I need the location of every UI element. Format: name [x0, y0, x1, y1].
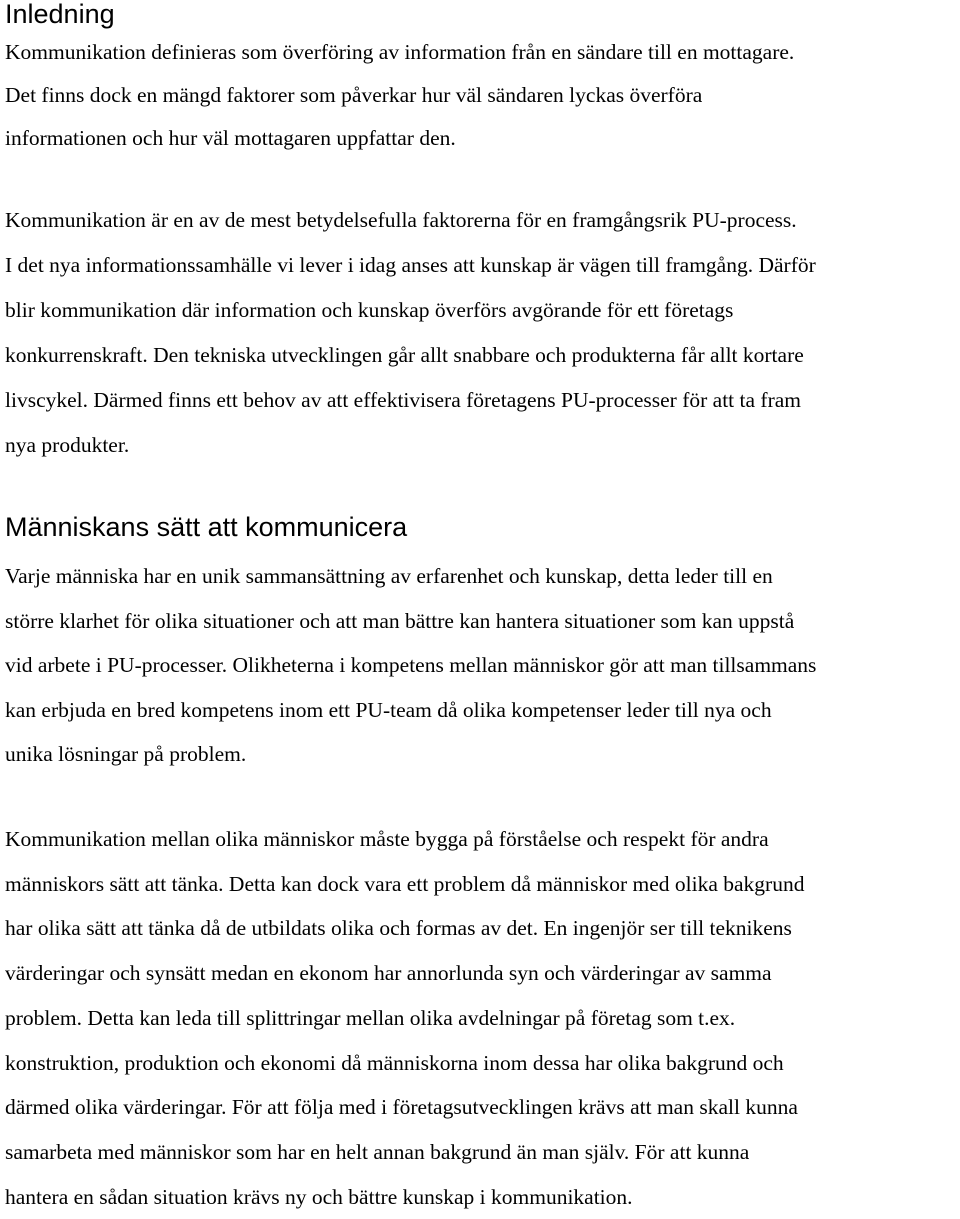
text-line: Kommunikation är en av de mest betydelsefulla faktorerna för en framgångsrik PU-process. — [5, 208, 797, 232]
paragraph-understanding — [5, 817, 804, 1219]
text-line: problem. Detta kan leda till splittringar mellan olika avdelningar på företag som t.ex. — [5, 1005, 736, 1030]
text-line: Kommunikation mellan olika människor måste bygga på förståelse och respekt för andra — [5, 827, 769, 851]
text-line: unika lösningar på problem. — [5, 742, 247, 766]
text-line: nya produkter. — [5, 433, 130, 457]
text-line: har olika sätt att tänka då de utbildats olika och formas av det. En ingenjör ser till teknikens — [5, 916, 792, 941]
text-line: informationen och hur väl mottagaren uppfattar den. — [5, 126, 456, 150]
text-line: blir kommunikation där information och kunskap överförs avgörande för ett företags — [5, 298, 734, 322]
text-line: samarbeta med människor som har en helt annan bakgrund än man själv. För att kunna — [5, 1139, 750, 1164]
section-heading-manniskans-satt: Människans sätt att kommunicera — [5, 512, 408, 542]
paragraph-importance — [5, 198, 816, 468]
text-line: större klarhet för olika situationer och att man bättre kan hantera situationer som kan uppstå — [5, 608, 795, 633]
paragraph-definition — [5, 31, 794, 160]
text-line: vid arbete i PU-processer. Olikheterna i kompetens mellan människor gör att man tillsammans — [5, 653, 817, 677]
text-line: I det nya informationssamhälle vi lever i idag anses att kunskap är vägen till framgång. Därför — [5, 253, 816, 277]
text-line: livscykel. Därmed finns ett behov av att effektivisera företagens PU-processer för att ta fram — [5, 388, 802, 412]
text-line: hantera en sådan situation krävs ny och bättre kunskap i kommunikation. — [5, 1184, 633, 1209]
text-line: Kommunikation definieras som överföring av information från en sändare till en mottagare. — [5, 40, 795, 64]
text-line: konkurrenskraft. Den tekniska utvecklingen går allt snabbare och produkterna får allt kortare — [5, 343, 804, 367]
text-line: kan erbjuda en bred kompetens inom ett PU-team då olika kompetenser leder till nya och — [5, 697, 772, 722]
text-line: värderingar och synsätt medan en ekonom har annorlunda syn och värderingar av samma — [5, 961, 772, 986]
text-line: konstruktion, produktion och ekonomi då människorna inom dessa har olika bakgrund och — [5, 1050, 784, 1075]
text-line: Det finns dock en mängd faktorer som påverkar hur väl sändaren lyckas överföra — [5, 83, 703, 107]
text-line: människors sätt att tänka. Detta kan dock vara ett problem då människor med olika bakgrund — [5, 871, 805, 896]
section-heading-inledning: Inledning — [5, 0, 115, 29]
text-line: därmed olika värderingar. För att följa med i företagsutvecklingen krävs att man skall kunna — [5, 1095, 798, 1120]
text-line: Varje människa har en unik sammansättning av erfarenhet och kunskap, detta leder till en — [5, 564, 773, 588]
paragraph-experience — [5, 554, 816, 777]
